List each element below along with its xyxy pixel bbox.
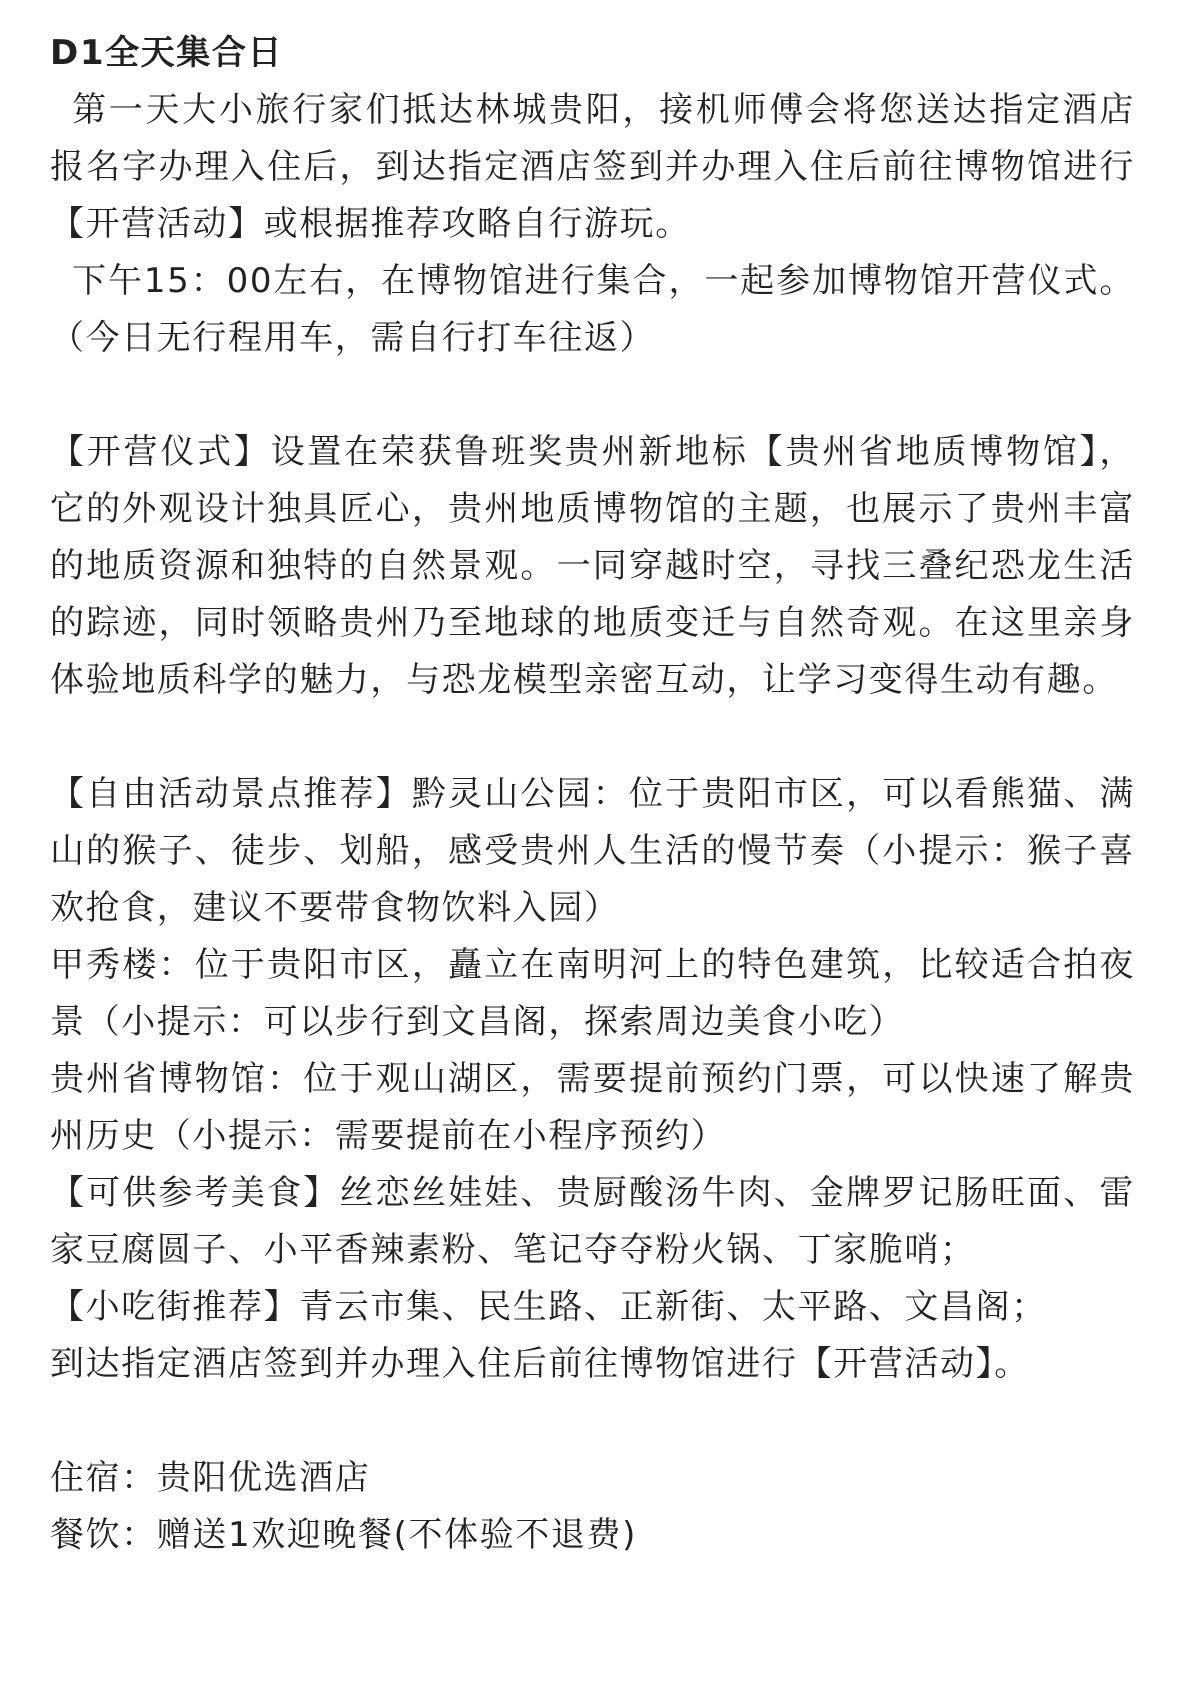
paragraph-gap <box>50 1393 1135 1450</box>
recommendation-summary: 到达指定酒店签到并办理入住后前往博物馆进行【开营活动】。 <box>50 1344 1030 1384</box>
paragraph-gap <box>50 367 1135 424</box>
meals-line: 餐饮：赠送1欢迎晚餐(不体验不退费) <box>50 1515 637 1555</box>
opening-ceremony-paragraph: 【开营仪式】设置在荣获鲁班奖贵州新地标【贵州省地质博物馆】，它的外观设计独具匠心，贵州地质博物馆的主题，也展示了贵州丰富的地质资源和独特的自然景观。一同穿越时空，寻找三叠纪恐龙生活的踪迹，同时领略贵州乃至地球的地质变迁与自然奇观。在这里亲身体验地质科学的魅力，与恐龙模型亲密互动，让学习变得生动有趣。 <box>50 432 1135 700</box>
itinerary-document <box>50 25 1135 1564</box>
paragraph-gap <box>50 709 1135 766</box>
recommendation-attractions: 【自由活动景点推荐】黔灵山公园：位于贵阳市区，可以看熊猫、满山的猴子、徒步、划船，感受贵州人生活的慢节奏（小提示：猴子喜欢抢食，建议不要带食物饮料入园） <box>50 774 1135 928</box>
intro-paragraph-arrival: 第一天大小旅行家们抵达林城贵阳，接机师傅会将您送达指定酒店报名字办理入住后，到达指定酒店签到并办理入住后前往博物馆进行【开营活动】或根据推荐攻略自行游玩。 <box>50 90 1135 244</box>
lodging-line: 住宿：贵阳优选酒店 <box>50 1458 371 1498</box>
day-title: D1全天集合日 <box>50 33 284 73</box>
intro-paragraph-gathering: 下午15：00左右，在博物馆进行集合，一起参加博物馆开营仪式。（今日无行程用车，需自行打车往返） <box>50 261 1135 358</box>
recommendation-jiaxiu-tower: 甲秀楼：位于贵阳市区，矗立在南明河上的特色建筑，比较适合拍夜景（小提示：可以步行到文昌阁，探索周边美食小吃） <box>50 945 1135 1042</box>
recommendation-food: 【可供参考美食】丝恋丝娃娃、贵厨酸汤牛肉、金牌罗记肠旺面、雷家豆腐圆子、小平香辣素粉、笔记夺夺粉火锅、丁家脆哨； <box>50 1173 1135 1270</box>
recommendation-snack-streets: 【小吃街推荐】青云市集、民生路、正新街、太平路、文昌阁； <box>50 1287 1047 1327</box>
recommendation-provincial-museum: 贵州省博物馆：位于观山湖区，需要提前预约门票，可以快速了解贵州历史（小提示：需要提前在小程序预约） <box>50 1059 1135 1156</box>
